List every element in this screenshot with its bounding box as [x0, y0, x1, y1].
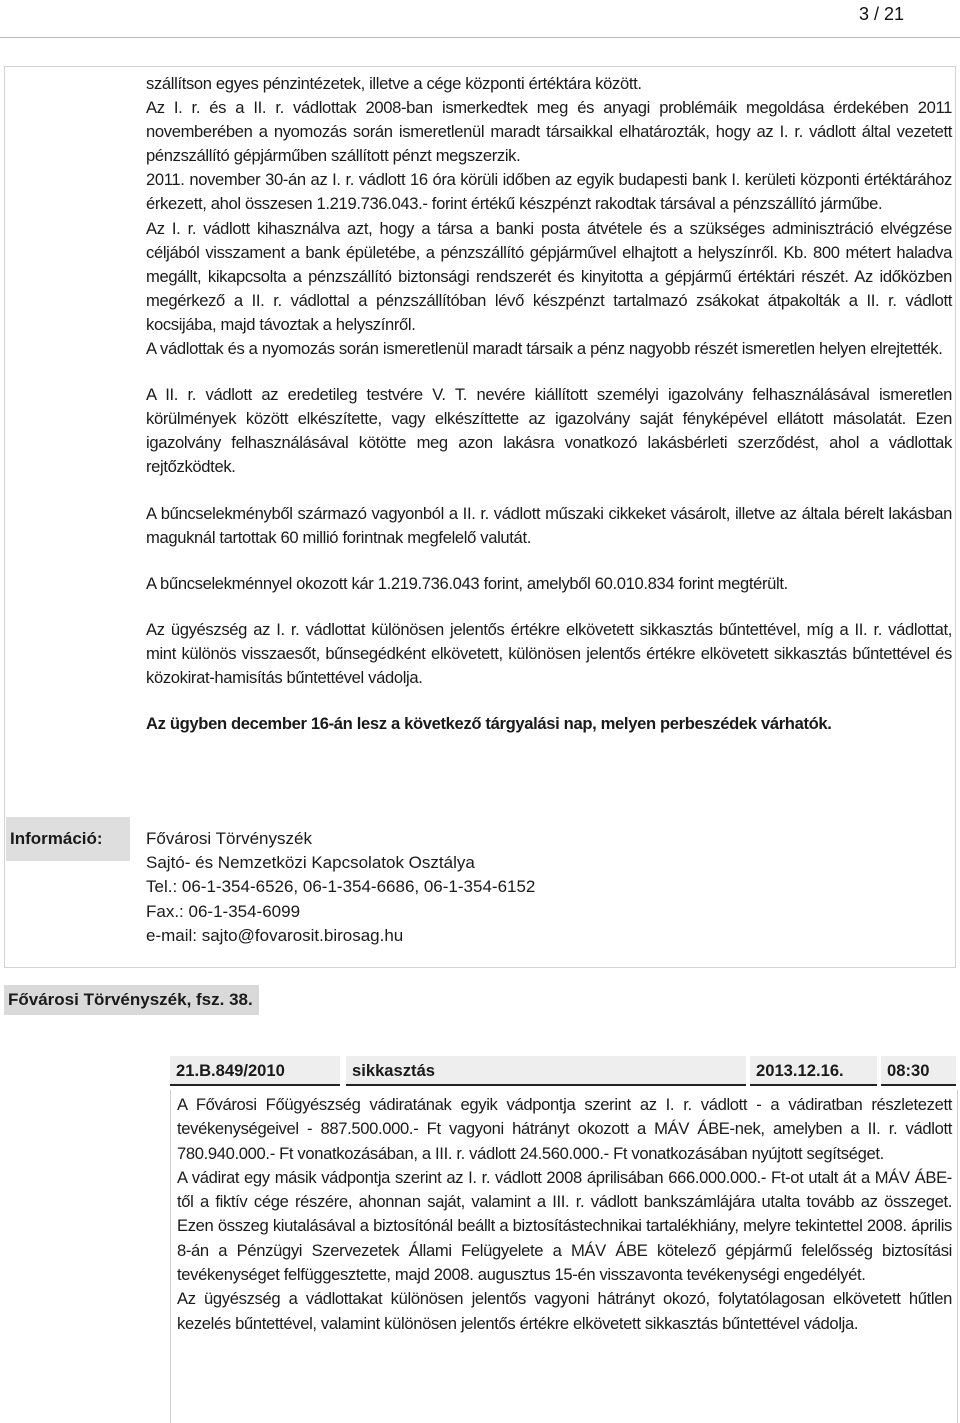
- case2-text: [177, 1093, 952, 1336]
- contact-line: Fővárosi Törvényszék: [146, 829, 312, 848]
- contact-line: Sajtó- és Nemzetközi Kapcsolatok Osztálya: [146, 853, 475, 873]
- case1-paragraph: Az ügyészség az I. r. vádlottat különösen jelentős értékre elkövetett sikkasztás bűntettével, míg a II. r. vádlottat, mint különös visszaesőt, bűnsegédként elkövetett, különösen jelentős értékre elkövetett sikkasztás bűntettével és közokirat-hamisítás bűntettével vádolja.: [146, 619, 952, 687]
- case1-paragraph: Az I. r. és a II. r. vádlottak 2008-ban ismerkedtek meg és anyagi problémáik megoldása érdekében 2011 novemberében a nyomozás során ismeretlenül maradt társaikkal elhatározták, hogy az I. r. vádlott által vezetett pénzszállító gépjárműben szállított pénzt megszerzik.: [146, 98, 952, 166]
- case1-paragraph: A vádlottak és a nyomozás során ismeretlenül maradt társaik a pénz nagyobb részét ismeretlen helyen elrejtették.: [146, 339, 943, 359]
- contact-block: [146, 827, 535, 948]
- hearing-note: Az ügyben december 16-án lesz a következő tárgyalási nap, melyen perbeszédek várhatók.: [146, 714, 832, 734]
- contact-line: Fax.: 06-1-354-6099: [146, 901, 301, 921]
- case2-header: [170, 1056, 956, 1086]
- contact-email: e-mail: sajto@fovarosit.birosag.hu: [146, 925, 404, 945]
- case1-paragraph: szállítson egyes pénzintézetek, illetve a cége központi értéktára között.: [146, 74, 642, 93]
- page-number: 3 / 21: [858, 4, 904, 24]
- court-room-heading: Fővárosi Törvényszék, fsz. 38.: [4, 985, 259, 1015]
- case2-paragraph: A vádirat egy másik vádpontja szerint az I. r. vádlott 2008 áprilisában 666.000.000.- Ft-ot utalt át a MÁV ÁBE-től a fiktív cége részére, ahonnan saját, valamint a III. r. vádlott bankszámlájára utalta tovább az összeget. Ezen összeg kiutalásával a biztosítónál beállt a biztosítástechnikai tartalékhiány, melyre tekintettel 2008. április 8-án a Pénzügyi Szervezetek Állami Felügyelete a MÁV ÁBE kötelező gépjármű felelősség biztosítási tevékenységet felfüggesztette, majd 2008. augusztus 15-én visszavonta tevékenységi engedélyét.: [177, 1167, 952, 1285]
- contact-line: Tel.: 06-1-354-6526, 06-1-354-6686, 06-1-354-6152: [146, 877, 536, 897]
- case1-paragraph: A II. r. vádlott az eredetileg testvére V. T. nevére kiállított személyi igazolvány felhasználásával ismeretlen körülmények között elkészítette, vagy elkészíttette az igazolvány saját fényképével ellátott másolatát. Ezen igazolvány felhasználásával kötötte meg azon lakásra vonatkozó lakásbérleti szerződést, ahol a vádlottak rejtőzködtek.: [146, 385, 952, 477]
- case1-paragraph: A bűncselekménnyel okozott kár 1.219.736.043 forint, amelyből 60.010.834 forint megtérült.: [146, 573, 788, 593]
- case1-paragraph: 2011. november 30-án az I. r. vádlott 16 óra körüli időben az egyik budapesti bank I. kerületi központi értéktárához érkezett, ahol összesen 1.219.736.043.- forint értékű készpénzt rakodtak társával a pénzszállító járműbe.: [146, 170, 952, 214]
- case1-paragraph: Az I. r. vádlott kihasználva azt, hogy a társa a banki posta átvétele és a szükséges adminisztráció elvégzése céljából visszament a bank épületébe, a pénzszállító gépjárművel elhajtott a helyszínről. Kb. 800 métert haladva megállt, kikapcsolta a pénzszállító biztonsági rendszerét és kinyitotta a gépjármű értéktári részét. Az időközben megérkező a II. r. vádlottal a pénzszállítóban lévő készpénzt tartalmazó zsákokat átpakolták a II. r. vádlott kocsijába, majd távoztak a helyszínről.: [146, 218, 952, 334]
- case-offense: sikkasztás: [346, 1056, 746, 1086]
- case1-paragraph: A bűncselekményből származó vagyonból a II. r. vádlott műszaki cikkeket vásárolt, illetve az általa bérelt lakásban maguknál tartottak 60 millió forintnak megfelelő valutát.: [146, 503, 952, 547]
- case-date: 2013.12.16.: [750, 1056, 877, 1086]
- case-time: 08:30: [881, 1056, 956, 1086]
- case2-paragraph: A Fővárosi Főügyészség vádiratának egyik vádpontja szerint az I. r. vádlott - a vádiratban részletezett tevékenységeivel - 887.500.000.- Ft vagyoni hátrányt okozott a MÁV ÁBE-nek, amelyben a II. r. vádlott 780.940.000.- Ft vonatkozásában, a III. r. vádlott 24.560.000.- Ft vonatkozásában nyújtott segítséget.: [177, 1095, 952, 1163]
- case2-paragraph: Az ügyészség a vádlottakat különösen jelentős vagyoni hátrányt okozó, folytatólagosan elkövetett hűtlen kezelés bűntettével, valamint különösen jelentős értékre elkövetett sikkasztás bűntettével vádolja.: [177, 1289, 952, 1333]
- case-number: 21.B.849/2010: [170, 1056, 340, 1086]
- info-label: Információ:: [6, 817, 130, 861]
- header-rule: [0, 37, 960, 38]
- case1-text: [146, 72, 952, 736]
